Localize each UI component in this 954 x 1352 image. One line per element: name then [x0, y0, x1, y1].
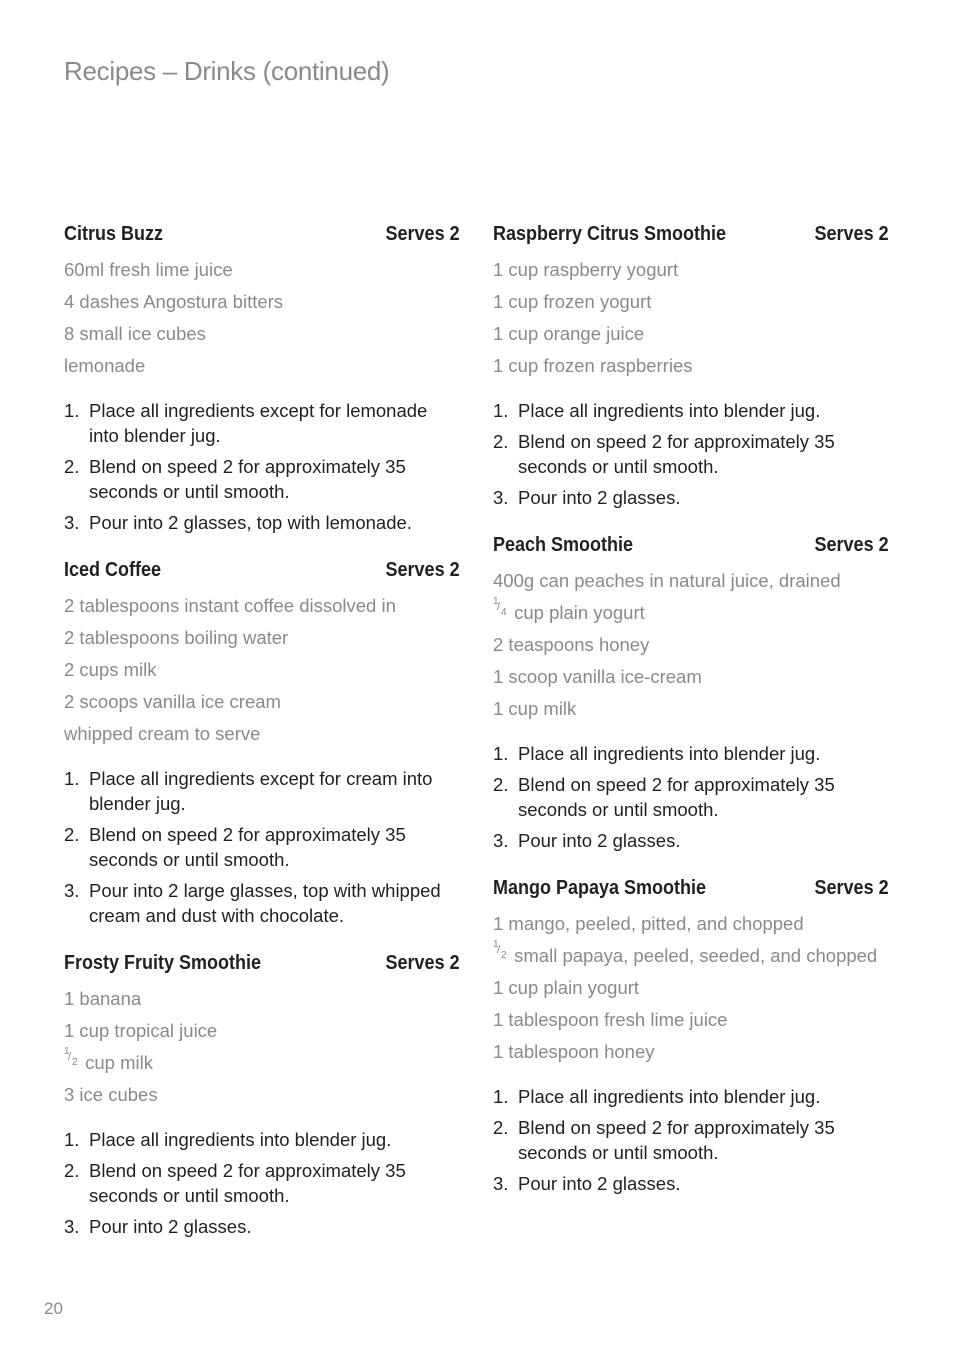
ingredient-item — [64, 622, 460, 654]
ingredient-text: 60ml fresh lime juice — [64, 259, 233, 280]
step-text: Pour into 2 large glasses, top with whipped cream and dust with chocolate. — [89, 880, 441, 926]
recipe-header — [493, 530, 889, 560]
step-number: 2. — [64, 1160, 80, 1181]
step-text: Blend on speed 2 for approximately 35 seconds or until smooth. — [89, 1160, 406, 1206]
recipe-name: Frosty Fruity Smoothie — [64, 952, 262, 974]
method-step — [64, 766, 460, 816]
recipe-peach-smoothie — [493, 530, 889, 853]
ingredient-text: small papaya, peeled, seeded, and chopped — [514, 945, 878, 966]
left-column — [64, 219, 460, 1259]
ingredient-text: 400g can peaches in natural juice, drained — [493, 570, 841, 591]
fraction-denominator: 2 — [72, 1057, 78, 1068]
method-step — [493, 741, 889, 766]
serves-label: Serves 2 — [814, 534, 889, 556]
step-number: 3. — [493, 487, 509, 508]
step-text: Pour into 2 glasses. — [518, 1173, 681, 1194]
step-number: 3. — [64, 512, 80, 533]
ingredient-text: 1 cup frozen raspberries — [493, 355, 693, 376]
step-number: 2. — [64, 456, 80, 477]
serves-label: Serves 2 — [385, 559, 460, 581]
method-steps — [493, 398, 889, 510]
method-step — [493, 1171, 889, 1196]
method-step — [64, 398, 460, 448]
ingredient-text: 4 dashes Angostura bitters — [64, 291, 284, 312]
fraction — [493, 596, 509, 621]
step-number: 3. — [64, 880, 80, 901]
step-number: 1. — [64, 400, 80, 421]
step-number: 3. — [493, 830, 509, 851]
ingredient-item — [493, 318, 889, 350]
method-step — [493, 828, 889, 853]
recipe-header — [493, 873, 889, 903]
ingredient-item — [493, 972, 889, 1004]
ingredient-text: 2 tablespoons instant coffee dissolved in — [64, 595, 396, 616]
method-steps — [64, 766, 460, 928]
ingredient-item — [64, 1015, 460, 1047]
step-number: 1. — [493, 743, 509, 764]
ingredient-text: 1 cup frozen yogurt — [493, 291, 652, 312]
step-text: Place all ingredients into blender jug. — [518, 1086, 821, 1107]
method-step — [64, 1158, 460, 1208]
recipe-name: Mango Papaya Smoothie — [493, 877, 707, 899]
step-number: 1. — [493, 1086, 509, 1107]
step-number: 1. — [493, 400, 509, 421]
method-step — [493, 1115, 889, 1165]
recipe-header — [493, 219, 889, 249]
step-number: 2. — [493, 1117, 509, 1138]
ingredient-item — [64, 718, 460, 750]
ingredient-text: 2 teaspoons honey — [493, 634, 650, 655]
step-number: 1. — [64, 768, 80, 789]
step-text: Pour into 2 glasses. — [518, 830, 681, 851]
recipe-name: Citrus Buzz — [64, 223, 163, 245]
step-text: Place all ingredients except for cream into blender jug. — [89, 768, 433, 814]
method-step — [64, 1214, 460, 1239]
ingredient-text: 1 cup tropical juice — [64, 1020, 218, 1041]
ingredient-text: 8 small ice cubes — [64, 323, 206, 344]
ingredient-text: 3 ice cubes — [64, 1084, 158, 1105]
recipe-raspberry-citrus-smoothie — [493, 219, 889, 510]
recipe-header — [64, 219, 460, 249]
step-number: 2. — [64, 824, 80, 845]
method-step — [493, 429, 889, 479]
ingredient-text: cup milk — [85, 1052, 153, 1073]
ingredient-list — [493, 565, 889, 725]
ingredient-list — [64, 983, 460, 1111]
page-number: 20 — [44, 1299, 63, 1318]
ingredient-item — [493, 629, 889, 661]
ingredient-text: 1 mango, peeled, pitted, and chopped — [493, 913, 804, 934]
fraction-numerator: 1 — [64, 1046, 70, 1057]
right-column — [493, 219, 889, 1216]
recipe-header — [64, 555, 460, 585]
ingredient-item — [493, 565, 889, 597]
method-step — [493, 772, 889, 822]
method-step — [493, 1084, 889, 1109]
ingredient-text: 1 cup plain yogurt — [493, 977, 640, 998]
ingredient-text: 1 tablespoon honey — [493, 1041, 655, 1062]
serves-label: Serves 2 — [814, 877, 889, 899]
ingredient-list — [64, 590, 460, 750]
step-text: Blend on speed 2 for approximately 35 seconds or until smooth. — [89, 456, 406, 502]
serves-label: Serves 2 — [385, 952, 460, 974]
step-number: 3. — [64, 1216, 80, 1237]
method-step — [64, 454, 460, 504]
ingredient-text: lemonade — [64, 355, 146, 376]
recipe-citrus-buzz — [64, 219, 460, 535]
ingredient-item — [493, 908, 889, 940]
ingredient-item — [64, 686, 460, 718]
ingredient-text: 1 cup orange juice — [493, 323, 645, 344]
ingredient-item — [493, 1036, 889, 1068]
ingredient-text: 2 scoops vanilla ice cream — [64, 691, 281, 712]
fraction — [493, 939, 509, 964]
step-text: Blend on speed 2 for approximately 35 seconds or until smooth. — [518, 774, 835, 820]
step-number: 2. — [493, 774, 509, 795]
ingredient-text: cup plain yogurt — [514, 602, 645, 623]
ingredient-item — [493, 286, 889, 318]
step-text: Pour into 2 glasses. — [89, 1216, 252, 1237]
ingredient-item — [493, 940, 889, 972]
recipe-name: Iced Coffee — [64, 559, 162, 581]
ingredient-text: whipped cream to serve — [64, 723, 261, 744]
fraction-slash: / — [497, 601, 501, 613]
fraction-denominator: 2 — [501, 950, 507, 961]
step-text: Blend on speed 2 for approximately 35 seconds or until smooth. — [518, 1117, 835, 1163]
step-text: Pour into 2 glasses, top with lemonade. — [89, 512, 412, 533]
method-steps — [64, 398, 460, 535]
method-steps — [493, 1084, 889, 1196]
step-text: Place all ingredients into blender jug. — [518, 743, 821, 764]
ingredient-text: 1 tablespoon fresh lime juice — [493, 1009, 728, 1030]
fraction-slash: / — [497, 944, 501, 956]
fraction-numerator: 1 — [493, 596, 499, 607]
ingredient-item — [64, 983, 460, 1015]
ingredient-item — [64, 1047, 460, 1079]
ingredient-item — [493, 693, 889, 725]
ingredient-list — [64, 254, 460, 382]
ingredient-list — [493, 908, 889, 1068]
ingredient-item — [64, 254, 460, 286]
ingredient-item — [64, 286, 460, 318]
method-step — [64, 1127, 460, 1152]
ingredient-item — [64, 1079, 460, 1111]
fraction-slash: / — [68, 1051, 72, 1063]
recipe-frosty-fruity-smoothie — [64, 948, 460, 1239]
step-text: Blend on speed 2 for approximately 35 seconds or until smooth. — [518, 431, 835, 477]
ingredient-text: 2 cups milk — [64, 659, 157, 680]
step-number: 3. — [493, 1173, 509, 1194]
recipe-name: Raspberry Citrus Smoothie — [493, 223, 727, 245]
ingredient-item — [493, 254, 889, 286]
step-number: 2. — [493, 431, 509, 452]
step-text: Place all ingredients into blender jug. — [89, 1129, 392, 1150]
method-step — [64, 878, 460, 928]
method-step — [493, 485, 889, 510]
recipe-name: Peach Smoothie — [493, 534, 634, 556]
page-title: Recipes – Drinks (continued) — [64, 56, 390, 86]
step-text: Blend on speed 2 for approximately 35 seconds or until smooth. — [89, 824, 406, 870]
method-steps — [493, 741, 889, 853]
fraction — [64, 1046, 80, 1071]
method-step — [64, 510, 460, 535]
ingredient-item — [493, 597, 889, 629]
ingredient-text: 1 cup milk — [493, 698, 577, 719]
step-number: 1. — [64, 1129, 80, 1150]
recipe-header — [64, 948, 460, 978]
recipe-mango-papaya-smoothie — [493, 873, 889, 1196]
ingredient-item — [64, 654, 460, 686]
step-text: Place all ingredients except for lemonade into blender jug. — [89, 400, 428, 446]
ingredient-item — [493, 661, 889, 693]
ingredient-text: 1 scoop vanilla ice-cream — [493, 666, 702, 687]
ingredient-item — [64, 590, 460, 622]
recipe-iced-coffee — [64, 555, 460, 928]
ingredient-list — [493, 254, 889, 382]
ingredient-text: 2 tablespoons boiling water — [64, 627, 289, 648]
ingredient-item — [64, 350, 460, 382]
step-text: Place all ingredients into blender jug. — [518, 400, 821, 421]
method-steps — [64, 1127, 460, 1239]
ingredient-item — [493, 1004, 889, 1036]
method-step — [64, 822, 460, 872]
fraction-denominator: 4 — [501, 607, 507, 618]
serves-label: Serves 2 — [814, 223, 889, 245]
ingredient-item — [493, 350, 889, 382]
serves-label: Serves 2 — [385, 223, 460, 245]
method-step — [493, 398, 889, 423]
ingredient-item — [64, 318, 460, 350]
step-text: Pour into 2 glasses. — [518, 487, 681, 508]
ingredient-text: 1 banana — [64, 988, 142, 1009]
fraction-numerator: 1 — [493, 939, 499, 950]
ingredient-text: 1 cup raspberry yogurt — [493, 259, 679, 280]
